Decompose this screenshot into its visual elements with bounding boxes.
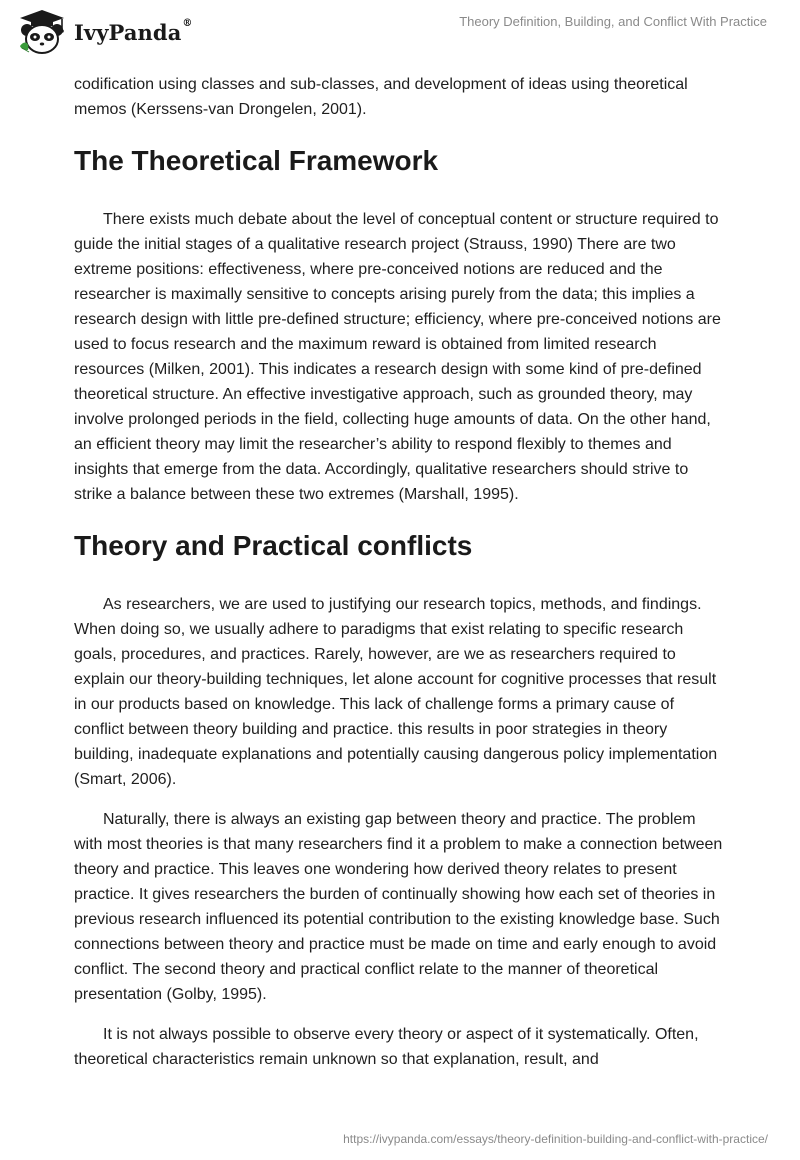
intro-paragraph: codification using classes and sub-classes, and development of ideas using theoretical memos (Kerssens-van Drongelen, 2001). xyxy=(74,76,688,118)
paragraph: It is not always possible to observe every theory or aspect of it systematically. Often, theoretical characteristics remain unknown so that explanation, result, and xyxy=(74,1026,699,1068)
section-heading-theory-practical-conflicts: Theory and Practical conflicts xyxy=(74,530,473,561)
registered-mark: ® xyxy=(182,17,193,29)
panda-graduation-cap-icon xyxy=(16,8,68,56)
paragraph: As researchers, we are used to justifying our research topics, methods, and findings. When doing so, we usually adhere to paradigms that exist relating to specific research goals, procedures, and practices. Rarely, however, are we as researchers required to explain our theory-building techniques, let alone account for cognitive processes that result in our products based on knowledge. This lack of challenge forms a primary cause of conflict between theory building and practice. this results in poor strategies in theory building, inadequate explanations and potentially causing dangerous policy implementation (Smart, 2006). xyxy=(74,596,718,788)
essay-content xyxy=(74,72,726,1087)
section-heading-theoretical-framework: The Theoretical Framework xyxy=(74,145,439,176)
paragraph: Naturally, there is always an existing gap between theory and practice. The problem with most theories is that many researchers find it a problem to make a connection between theory and practice. This leaves one wondering how derived theory relates to present practice. It gives researchers the burden of continually showing how each set of theories in previous research influenced its potential contribution to the existing knowledge base. Such connections between theory and practice must be made on time and early enough to avoid conflict. The second theory and practical conflict relate to the manner of theoretical presentation (Golby, 1995). xyxy=(74,811,723,1003)
page-header xyxy=(0,0,800,62)
document-title: Theory Definition, Building, and Conflict With Practice xyxy=(459,14,767,29)
brand-name: IvyPanda® xyxy=(74,17,193,45)
brand-logo[interactable] xyxy=(16,8,193,56)
paragraph: There exists much debate about the level of conceptual content or structure required to guide the initial stages of a qualitative research project (Strauss, 1990) There are two extreme positions: effectiveness, where pre-conceived notions are reduced and the researcher is maximally sensitive to concepts arising purely from the data; this implies a research design with little pre-defined structure; efficiency, where pre-conceived notions are used to focus research and the maximum reward is obtained from limited research resources (Milken, 2001). This indicates a research design with some kind of pre-defined theoretical structure. An effective investigative approach, such as grounded theory, may involve prolonged periods in the field, collecting huge amounts of data. On the other hand, an efficient theory may limit the researcher’s ability to respond flexibly to themes and insights that emerge from the data. Accordingly, qualitative researchers should strive to strike a balance between these two extremes (Marshall, 1995). xyxy=(74,211,721,503)
source-url[interactable]: https://ivypanda.com/essays/theory-definition-building-and-conflict-with-practice/ xyxy=(343,1132,768,1146)
